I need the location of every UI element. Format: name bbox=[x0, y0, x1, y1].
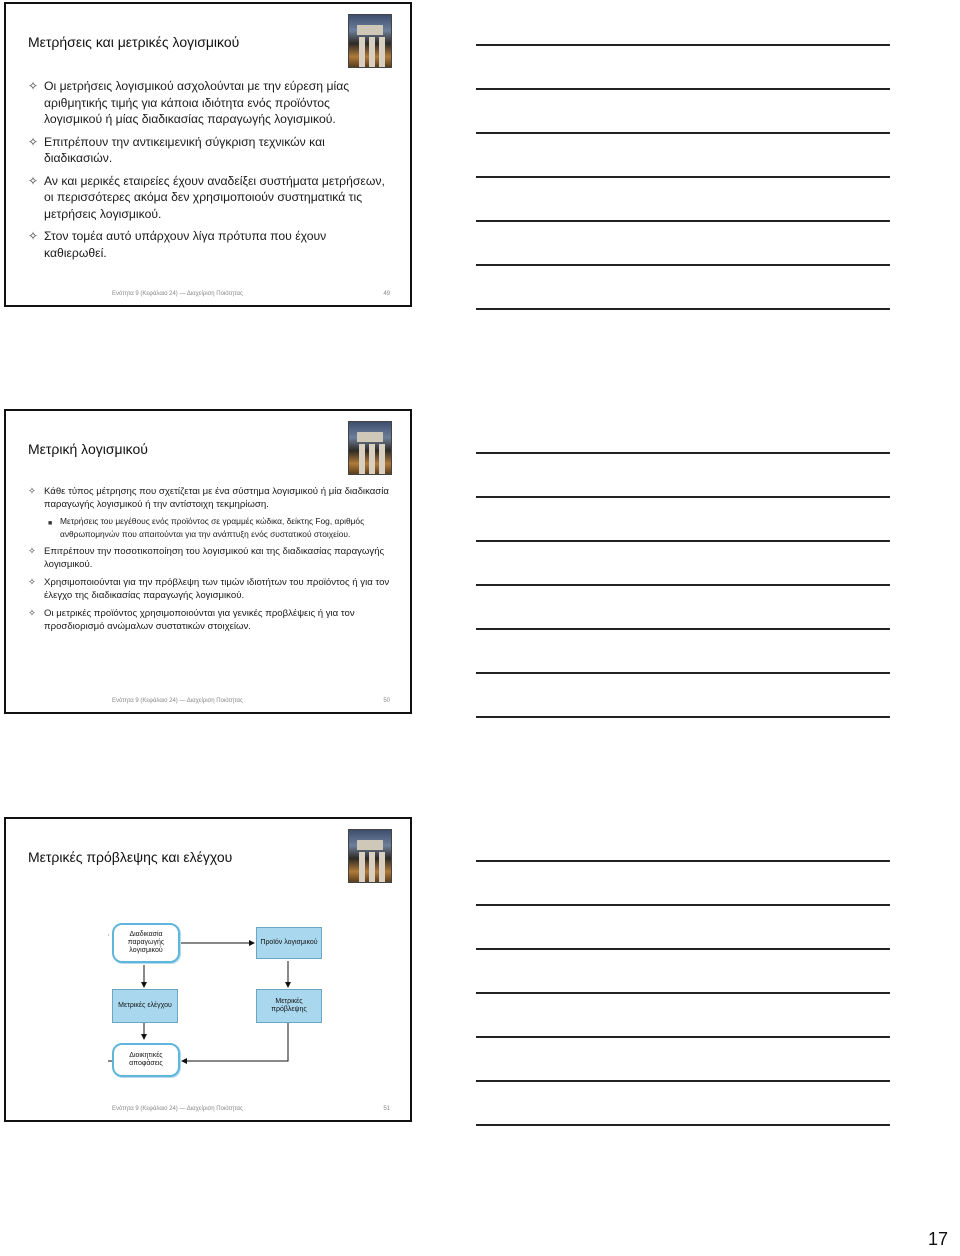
slide-number: 51 bbox=[383, 1106, 390, 1112]
slide-50 bbox=[4, 409, 412, 714]
four-point-star-icon: ✧ bbox=[28, 546, 37, 557]
process-diagram bbox=[108, 921, 358, 1091]
slide-footer: Ενότητα 9 (Κεφάλαιο 24) — Διαχείριση Ποιότητας bbox=[112, 291, 243, 297]
slide-number: 49 bbox=[383, 291, 390, 297]
four-point-star-icon: ✧ bbox=[28, 134, 39, 149]
predictor-metrics-box: Μετρικές πρόβλεψης bbox=[256, 989, 322, 1023]
list-item: ✧ Χρησιμοποιούνται για την πρόβλεψη των τιμών ιδιοτήτων του προϊόντος ή για τον έλεγχο της διαδικασίας παραγωγής λογισμικού. bbox=[28, 577, 390, 601]
slide-thumbnail-image bbox=[348, 829, 392, 883]
bullet-list bbox=[28, 485, 392, 633]
page-number: 17 bbox=[927, 1229, 948, 1249]
product-box: Προϊόν λογισμικού bbox=[256, 927, 322, 959]
slide-number: 50 bbox=[383, 698, 390, 704]
four-point-star-icon: ✧ bbox=[28, 173, 39, 188]
slide-thumbnail-image bbox=[348, 14, 392, 68]
slide-footer: Ενότητα 9 (Κεφάλαιο 24) — Διαχείριση Ποιότητας bbox=[112, 1106, 243, 1112]
slide-title: Μετρική λογισμικού bbox=[28, 441, 148, 457]
management-decisions-box: Διοικητικές αποφάσεις bbox=[112, 1043, 180, 1077]
four-point-star-icon: ✧ bbox=[28, 229, 39, 243]
slide-title: Μετρήσεις και μετρικές λογισμικού bbox=[28, 34, 240, 50]
slide-title: Μετρικές πρόβλεψης και ελέγχου bbox=[28, 849, 233, 865]
list-item: ✧ Στον τομέα αυτό υπάρχουν λίγα πρότυπα που έχουν καθιερωθεί. bbox=[28, 229, 327, 260]
sub-list-item: ■ Μετρήσεις του μεγέθους ενός προϊόντος σε γραμμές κώδικα, δείκτης Fog, αριθμός ανθρωπομηνών που απαιτούνται για την ανάπτυξη ενός συστατικού στοιχείου. bbox=[48, 516, 365, 539]
bullet-list bbox=[28, 78, 388, 261]
list-item: ✧ Κάθε τύπος μέτρησης που σχετίζεται με ένα σύστημα λογισμικού ή μία διαδικασία παραγωγής λογισμικού ή την αντίστοιχη τεκμηρίωση. bbox=[28, 486, 389, 510]
slide-51 bbox=[4, 817, 412, 1122]
four-point-star-icon: ✧ bbox=[28, 79, 39, 93]
slide-49 bbox=[4, 2, 412, 307]
slide-thumbnail-image bbox=[348, 421, 392, 475]
control-metrics-box: Μετρικές ελέγχου bbox=[112, 989, 178, 1023]
list-item: ✧ Οι μετρικές προϊόντος χρησιμοποιούνται για γενικές προβλέψεις ή για τον προσδιορισμό ανώμαλων συστατικών στοιχείων. bbox=[28, 608, 355, 632]
process-box: Διαδικασία παραγωγής λογισμικού bbox=[112, 923, 180, 963]
four-point-star-icon: ✧ bbox=[28, 608, 37, 619]
four-point-star-icon: ✧ bbox=[28, 577, 37, 588]
slide-footer: Ενότητα 9 (Κεφάλαιο 24) — Διαχείριση Ποιότητας bbox=[112, 698, 243, 704]
list-item: ✧ Οι μετρήσεις λογισμικού ασχολούνται με την εύρεση μίας αριθμητικής τιμής για κάποια ιδιότητα ενός προϊόντος λογισμικού ή μίας διαδικασίας παραγωγής λογισμικού. bbox=[28, 79, 350, 126]
arrow-predict-to-decisions bbox=[182, 1023, 288, 1061]
four-point-star-icon: ✧ bbox=[28, 486, 37, 497]
square-bullet-icon: ■ bbox=[48, 520, 53, 527]
list-item: ✧ Επιτρέπουν την ποσοτικοποίηση του λογισμικού και της διαδικασίας παραγωγής λογισμικού. bbox=[28, 546, 385, 570]
list-item: ✧ Αν και μερικές εταιρείες έχουν αναδείξει συστήματα μετρήσεων, οι περισσότερες ακόμα δεν χρησιμοποιούν συστηματικά τις μετρήσεις λογισμικού. bbox=[28, 173, 385, 221]
list-item: ✧ Επιτρέπουν την αντικειμενική σύγκριση τεχνικών και διαδικασιών. bbox=[28, 134, 325, 165]
